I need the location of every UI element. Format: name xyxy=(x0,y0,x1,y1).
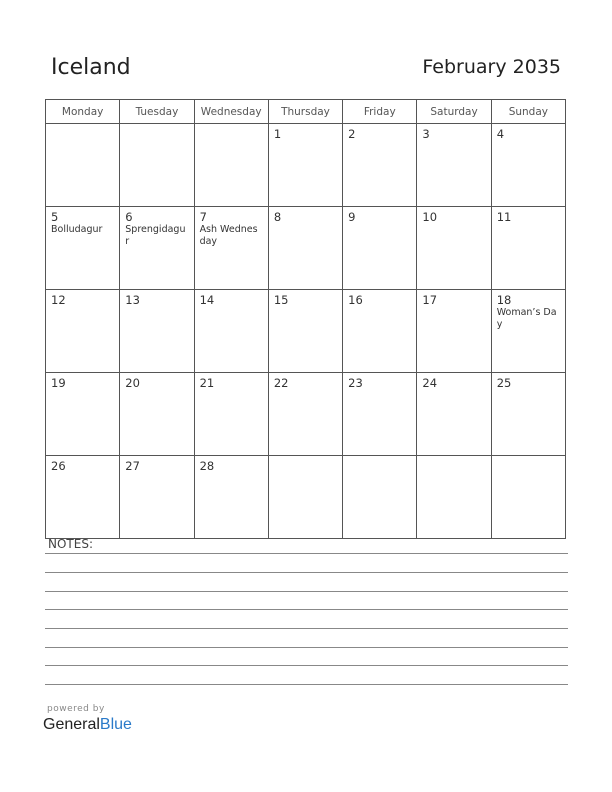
day-number: 10 xyxy=(422,210,438,224)
day-cell xyxy=(268,373,342,456)
day-cell xyxy=(194,124,268,207)
notes-label: NOTES: xyxy=(48,537,93,551)
day-number: 27 xyxy=(125,459,140,473)
day-cell xyxy=(120,207,194,290)
day-cell xyxy=(46,373,120,456)
day-cell xyxy=(491,207,565,290)
day-number: 9 xyxy=(348,210,356,224)
week-row xyxy=(46,373,566,456)
weekday-header: Friday xyxy=(343,100,417,124)
day-cell xyxy=(491,373,565,456)
day-number: 15 xyxy=(273,293,289,307)
week-row xyxy=(46,207,566,290)
day-cell xyxy=(343,124,417,207)
day-number: 17 xyxy=(422,293,438,307)
day-cell xyxy=(194,456,268,539)
day-number: 13 xyxy=(125,293,140,307)
day-cell xyxy=(46,456,120,539)
day-number: 28 xyxy=(199,459,215,473)
weekday-header: Thursday xyxy=(268,100,342,124)
day-number: 7 xyxy=(199,210,207,224)
day-cell xyxy=(417,207,491,290)
day-cell xyxy=(417,124,491,207)
note-line xyxy=(45,609,568,610)
day-number: 16 xyxy=(348,293,363,307)
note-line xyxy=(45,628,568,629)
brand-blue: Blue xyxy=(99,716,132,733)
week-row xyxy=(46,124,566,207)
weekday-header-row xyxy=(46,100,566,124)
day-cell xyxy=(120,456,194,539)
day-cell xyxy=(120,124,194,207)
note-line xyxy=(45,647,568,648)
day-number: 22 xyxy=(273,376,289,390)
holiday-label: Sprengidagur xyxy=(125,224,186,247)
day-number: 14 xyxy=(199,293,215,307)
day-number: 24 xyxy=(422,376,438,390)
day-cell xyxy=(268,290,342,373)
day-cell xyxy=(417,290,491,373)
day-cell xyxy=(417,456,491,539)
day-number: 23 xyxy=(348,376,363,390)
day-number: 1 xyxy=(273,127,282,141)
day-cell xyxy=(268,456,342,539)
day-cell xyxy=(194,207,268,290)
day-cell xyxy=(120,373,194,456)
powered-by-text: powered by xyxy=(47,704,105,714)
day-cell xyxy=(491,290,565,373)
day-number: 5 xyxy=(51,210,59,224)
day-number: 8 xyxy=(273,210,282,224)
day-cell xyxy=(343,373,417,456)
day-number: 25 xyxy=(496,376,512,390)
day-number: 11 xyxy=(496,210,512,224)
day-cell xyxy=(268,207,342,290)
day-cell xyxy=(491,124,565,207)
weekday-header: Wednesday xyxy=(194,100,268,124)
month-year-title: February 2035 xyxy=(422,56,561,78)
day-number: 26 xyxy=(51,459,66,473)
day-cell xyxy=(417,373,491,456)
holiday-label: Ash Wednesday xyxy=(199,224,258,247)
weekday-header: Sunday xyxy=(491,100,565,124)
day-number: 12 xyxy=(51,293,66,307)
day-number: 3 xyxy=(422,127,430,141)
day-cell xyxy=(46,124,120,207)
day-cell xyxy=(491,456,565,539)
week-row xyxy=(46,456,566,539)
day-number: 6 xyxy=(125,210,133,224)
day-cell xyxy=(343,207,417,290)
day-number: 20 xyxy=(125,376,140,390)
generalblue-logo xyxy=(43,716,132,734)
day-cell xyxy=(194,373,268,456)
calendar-grid xyxy=(45,99,566,539)
note-line xyxy=(45,553,568,554)
day-cell xyxy=(343,290,417,373)
day-cell xyxy=(46,207,120,290)
weekday-header: Saturday xyxy=(417,100,491,124)
day-number: 2 xyxy=(348,127,356,141)
day-cell xyxy=(268,124,342,207)
week-row xyxy=(46,290,566,373)
day-number: 4 xyxy=(496,127,505,141)
note-line xyxy=(45,572,568,573)
day-number: 18 xyxy=(496,293,512,307)
brand-general: General xyxy=(43,716,100,733)
note-line xyxy=(45,591,568,592)
holiday-label: Bolludagur xyxy=(51,224,103,235)
day-number: 19 xyxy=(51,376,66,390)
day-number: 21 xyxy=(199,376,215,390)
country-title: Iceland xyxy=(51,55,131,80)
weekday-header: Tuesday xyxy=(120,100,194,124)
weekday-header: Monday xyxy=(46,100,120,124)
day-cell xyxy=(120,290,194,373)
holiday-label: Woman’s Day xyxy=(496,307,557,330)
day-cell xyxy=(194,290,268,373)
day-cell xyxy=(343,456,417,539)
day-cell xyxy=(46,290,120,373)
note-line xyxy=(45,665,568,666)
note-line xyxy=(45,684,568,685)
